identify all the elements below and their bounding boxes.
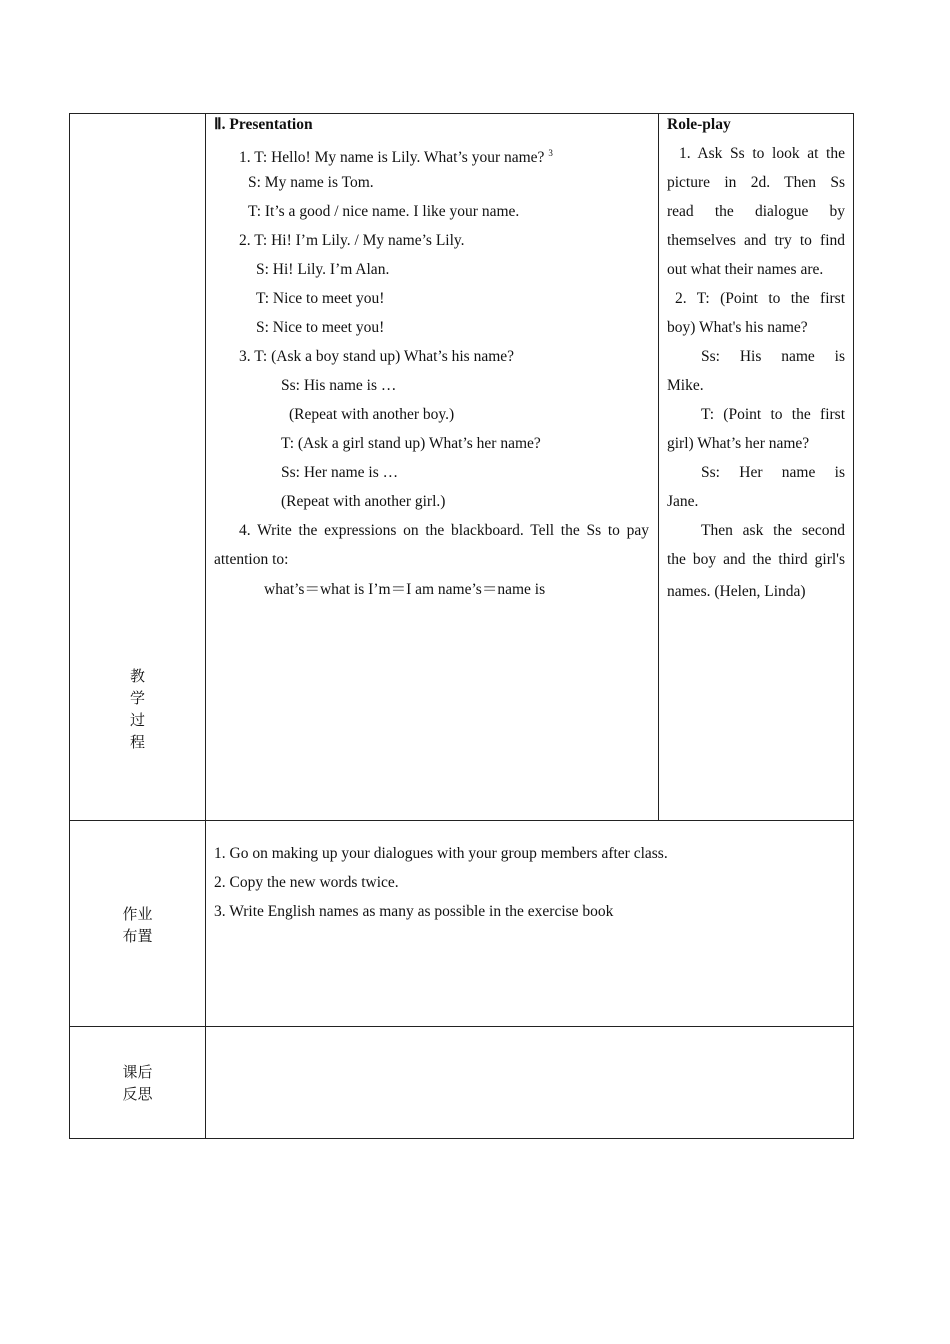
roleplay-line: picture in 2d. Then Ss xyxy=(667,174,845,191)
roleplay-line: names. (Helen, Linda) xyxy=(667,583,806,600)
label-char: 程 xyxy=(129,733,145,751)
teaching-process-label xyxy=(69,665,206,753)
reflection-label xyxy=(69,1061,206,1105)
roleplay-line: read the dialogue by xyxy=(667,203,845,220)
presentation-line: T: It’s a good / nice name. I like your name. xyxy=(248,203,520,220)
table-top-border xyxy=(69,113,854,114)
presentation-line: (Repeat with another boy.) xyxy=(289,406,455,423)
presentation-line: T: Nice to meet you! xyxy=(256,290,385,307)
reflection-cell xyxy=(206,1027,853,1138)
roleplay-line: Jane. xyxy=(667,493,699,510)
homework-line: 2. Copy the new words twice. xyxy=(214,874,399,891)
row-divider-1 xyxy=(69,820,854,821)
presentation-line: S: Nice to meet you! xyxy=(256,319,385,336)
presentation-line: 2. T: Hi! I’m Lily. / My name’s Lily. xyxy=(239,232,465,249)
footnote-mark: 3 xyxy=(548,148,553,158)
label-line: 布置 xyxy=(122,927,153,945)
roleplay-heading: Role-play xyxy=(667,116,731,133)
table-bottom-border xyxy=(69,1138,854,1139)
presentation-line: T: (Ask a girl stand up) What’s her name? xyxy=(281,435,541,452)
roleplay-line: T: (Point to the first xyxy=(701,406,845,423)
roleplay-line: Mike. xyxy=(667,377,704,394)
presentation-line: S: Hi! Lily. I’m Alan. xyxy=(256,261,390,278)
roleplay-line: girl) What’s her name? xyxy=(667,435,810,452)
homework-line: 1. Go on making up your dialogues with your group members after class. xyxy=(214,845,668,862)
label-line: 反思 xyxy=(122,1085,153,1103)
roleplay-line: themselves and try to find xyxy=(667,232,845,249)
presentation-line: (Repeat with another girl.) xyxy=(281,493,446,510)
roleplay-line: boy) What's his name? xyxy=(667,319,808,336)
presentation-line: what’s＝what is I’m＝I am name’s＝name is xyxy=(264,581,546,598)
roleplay-line: Then ask the second xyxy=(701,522,845,539)
roleplay-line: 2. T: (Point to the first xyxy=(675,290,845,307)
presentation-line: attention to: xyxy=(214,551,289,568)
homework-line: 3. Write English names as many as possible in the exercise book xyxy=(214,903,614,920)
roleplay-column-divider xyxy=(658,113,659,821)
roleplay-line: Ss: His name is xyxy=(701,348,845,365)
roleplay-line: 1. Ask Ss to look at the xyxy=(679,145,845,162)
table-right-border xyxy=(853,113,854,1139)
label-char: 教 xyxy=(129,667,145,685)
homework-label xyxy=(69,903,206,947)
presentation-line: 3. T: (Ask a boy stand up) What’s his name? xyxy=(239,348,515,365)
presentation-line-text: 1. T: Hello! My name is Lily. What’s your name? xyxy=(239,149,545,166)
roleplay-line: Ss: Her name is xyxy=(701,464,845,481)
roleplay-line: out what their names are. xyxy=(667,261,824,278)
roleplay-line: the boy and the third girl's xyxy=(667,551,845,568)
presentation-line: Ss: His name is … xyxy=(281,377,397,394)
label-char: 学 xyxy=(129,689,145,707)
label-line: 课后 xyxy=(122,1063,153,1081)
label-char: 过 xyxy=(129,711,145,729)
table-left-border xyxy=(69,113,70,1139)
label-line: 作业 xyxy=(122,905,153,923)
label-column-divider xyxy=(205,113,206,1139)
presentation-line: S: My name is Tom. xyxy=(248,174,374,191)
presentation-line: 4. Write the expressions on the blackboard. Tell the Ss to pay xyxy=(239,522,649,539)
presentation-heading: Ⅱ. Presentation xyxy=(214,116,313,133)
presentation-line: Ss: Her name is … xyxy=(281,464,399,481)
lesson-plan-table xyxy=(69,113,854,1139)
